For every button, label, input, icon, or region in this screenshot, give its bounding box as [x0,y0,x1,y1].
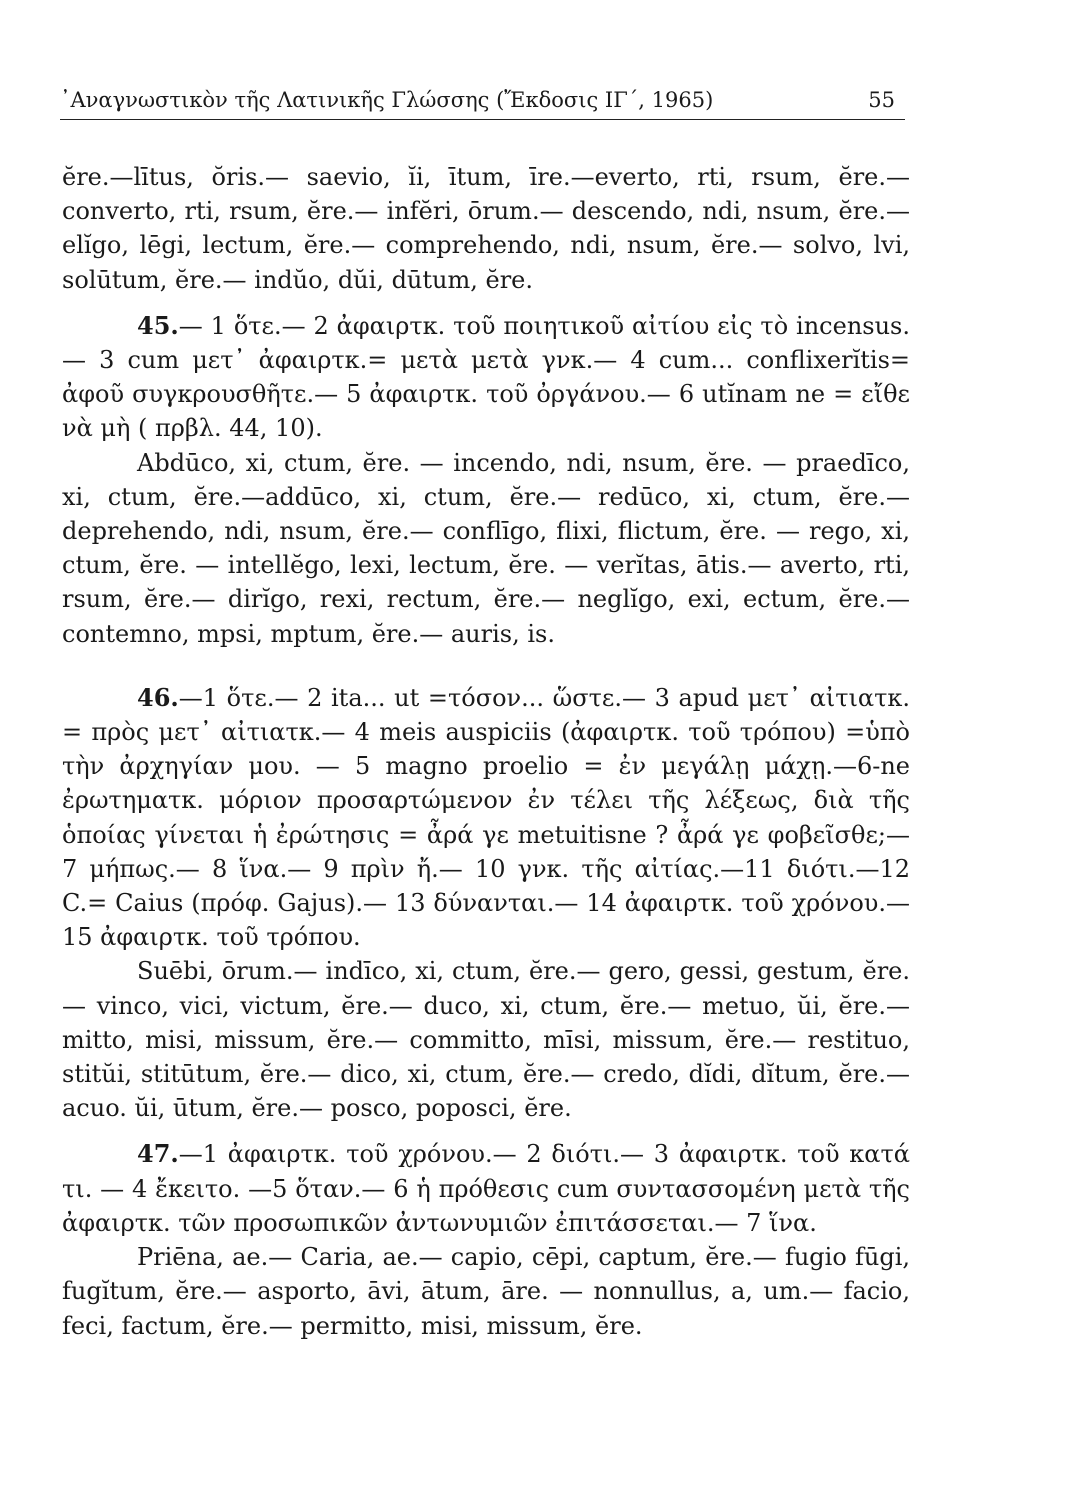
section-46-notes [62,681,910,955]
running-head [60,88,905,120]
notes-text: —1 ἀφαιρτκ. τοῦ χρόνου.— 2 διότι.— 3 ἀφαιρτκ. τοῦ κατά τι. — 4 ἔκειτο. —5 ὅταν.— 6 ἡ πρόθεσις cum συντασσομένη μετὰ τῆς ἀφαιρτκ. τῶν προσωπικῶν ἀντωνυμιῶν ἐπιτάσσεται.— 7 ἵνα. [62,1140,910,1237]
running-title: ᾿Αναγνωστικὸν τῆς Λατινικῆς Γλώσσης (Ἔκδοσις ΙΓ΄, 1965) [60,88,714,112]
notes-text: —1 ὅτε.— 2 ita... ut =τόσον... ὥστε.— 3 apud μετ᾿ αἰτιατκ. = πρὸς μετ᾿ αἰτιατκ.— 4 meis auspiciis (ἀφαιρτκ. τοῦ τρόπου) =ὑπὸ τὴν ἀρχηγίαν μου. — 5 magno proelio = ἐν μεγάλῃ μάχῃ.—6-ne ἐρωτηματκ. μόριον προσαρτώμενον ἐν τέλει τῆς λέξεως, διὰ τῆς ὁποίας γίνεται ἡ ἐρώτησις = ἆρά γε metuitisne ? ἆρά γε φοβεῖσθε;— 7 μήπως.— 8 ἵνα.— 9 πρὶν ἤ.— 10 γνκ. τῆς αἰτίας.—11 διότι.—12 C.= Caius (πρόφ. Gajus).— 13 δύνανται.— 14 ἀφαιρτκ. τοῦ χρόνου.— 15 ἀφαιρτκ. τοῦ τρόπου. [62,683,910,952]
section-number: 46. [137,682,179,712]
page-number: 55 [868,88,895,112]
section-47-vocabulary: Priēna, ae.— Caria, ae.— capio, cēpi, captum, ĕre.— fugio fūgi, fugĭtum, ĕre.— asporto, āvi, ātum, āre. — nonnullus, a, um.— facio, feci, factum, ĕre.— permitto, misi, missum, ĕre. [62,1243,910,1340]
notes-text: — 1 ὅτε.— 2 ἀφαιρτκ. τοῦ ποιητικοῦ αἰτίου εἰς τὸ incensus.— 3 cum μετ᾿ ἀφαιρτκ.= μετὰ μετὰ γνκ.— 4 cum... conflixerĭtis= ἀφοῦ συγκρουσθῆτε.— 5 ἀφαιρτκ. τοῦ ὀργάνου.— 6 utĭnam ne = εἴθε νὰ μὴ ( πρβλ. 44, 10). [62,311,910,443]
section-number: 47. [137,1139,179,1169]
section-number: 45. [137,310,179,340]
section-47-notes [62,1137,910,1240]
section-46-vocabulary: Suēbi, ōrum.— indīco, xi, ctum, ĕre.— gero, gessi, gestum, ĕre.— vinco, vici, victum, ĕre.— duco, xi, ctum, ĕre.— metuo, ŭi, ĕre.— mitto, misi, missum, ĕre.— committo, mīsi, missum, ĕre.— restituo, stitŭi, stitūtum, ĕre.— dico, xi, ctum, ĕre.— credo, dĭdi, dĭtum, ĕre.—acuo. ŭi, ūtum, ĕre.— posco, poposci, ĕre. [62,957,910,1123]
page-body [62,160,910,1343]
paragraph-continuation: ĕre.—lītus, ŏris.— saevio, ĭi, ītum, īre.—everto, rti, rsum, ĕre.— converto, rti, rsum, ĕre.— infĕri, ōrum.— descendo, ndi, nsum, ĕre.— elĭgo, lēgi, lectum, ĕre.— comprehendo, ndi, nsum, ĕre.— solvo, lvi, solūtum, ĕre.— indŭo, dŭi, dūtum, ĕre. [62,163,910,294]
section-45-vocabulary: Abdūco, xi, ctum, ĕre. — incendo, ndi, nsum, ĕre. — praedīco, xi, ctum, ĕre.—addūco, xi, ctum, ĕre.— redūco, xi, ctum, ĕre.— deprehendo, ndi, nsum, ĕre.— conflīgo, flixi, flictum, ĕre. — rego, xi, ctum, ĕre. — intellĕgo, lexi, lectum, ĕre. — verĭtas, ātis.— averto, rti, rsum, ĕre.— dirĭgo, rexi, rectum, ĕre.— neglĭgo, exi, ectum, ĕre.— contemno, mpsi, mptum, ĕre.— auris, is. [62,448,910,648]
section-45-notes [62,309,910,446]
